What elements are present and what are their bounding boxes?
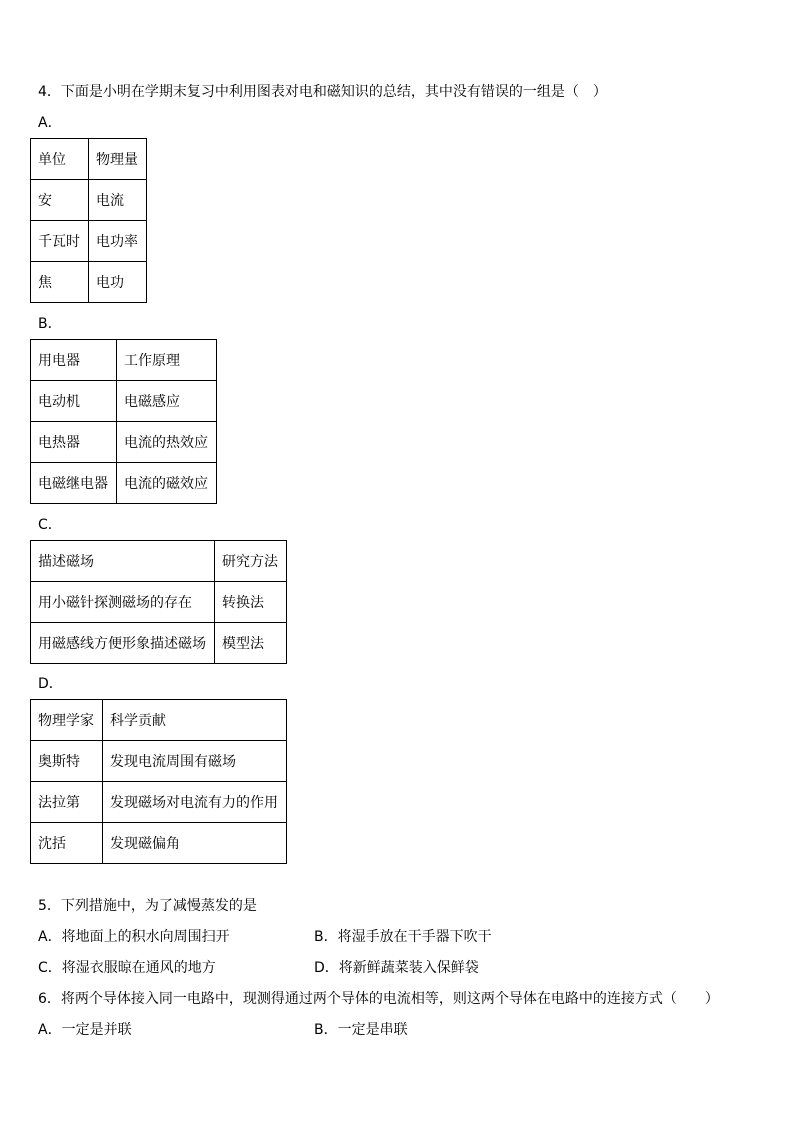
- table-cell: 模型法: [215, 623, 287, 664]
- table-cell: 电流的磁效应: [117, 463, 217, 504]
- table-cell: 工作原理: [117, 340, 217, 381]
- table-cell: 沈括: [31, 823, 103, 864]
- table-row: [31, 262, 147, 303]
- question-4-stem: 4．下面是小明在学期末复习中利用图表对电和磁知识的总结，其中没有错误的一组是（ ）: [38, 84, 607, 100]
- table-cell: 电磁感应: [117, 381, 217, 422]
- table-cell: 电功率: [89, 221, 147, 262]
- table-row: [31, 700, 287, 741]
- table-cell: 描述磁场: [31, 541, 215, 582]
- table-cell: 电流的热效应: [117, 422, 217, 463]
- table-cell: 焦: [31, 262, 89, 303]
- table-row: [31, 741, 287, 782]
- table-cell: 用小磁针探测磁场的存在: [31, 582, 215, 623]
- option-c-label: C．: [38, 517, 62, 533]
- table-cell: 法拉第: [31, 782, 103, 823]
- table-cell: 单位: [31, 139, 89, 180]
- table-cell: 物理学家: [31, 700, 103, 741]
- table-row: [31, 422, 217, 463]
- table-row: [31, 139, 147, 180]
- table-cell: 电磁继电器: [31, 463, 117, 504]
- table-cell: 电流: [89, 180, 147, 221]
- question-6-option-a: A．一定是并联: [38, 1022, 132, 1038]
- table-cell: 用磁感线方便形象描述磁场: [31, 623, 215, 664]
- table-row: [31, 340, 217, 381]
- option-d-label: D．: [38, 676, 63, 692]
- table-cell: 电热器: [31, 422, 117, 463]
- question-6-stem: 6．将两个导体接入同一电路中，现测得通过两个导体的电流相等，则这两个导体在电路中的连接方式（ ）: [38, 991, 719, 1007]
- table-cell: 安: [31, 180, 89, 221]
- option-a-label: A．: [38, 115, 62, 131]
- table-cell: 研究方法: [215, 541, 287, 582]
- table-cell: 发现电流周围有磁场: [103, 741, 287, 782]
- table-cell: 电动机: [31, 381, 117, 422]
- table-cell: 发现磁场对电流有力的作用: [103, 782, 287, 823]
- table-cell: 千瓦时: [31, 221, 89, 262]
- table-row: [31, 782, 287, 823]
- question-6-option-b: B．一定是串联: [314, 1022, 408, 1038]
- table-row: [31, 823, 287, 864]
- table-row: [31, 541, 287, 582]
- table-b: [30, 339, 217, 504]
- question-5-option-a: A．将地面上的积水向周围扫开: [38, 929, 230, 945]
- table-d: [30, 699, 287, 864]
- table-cell: 用电器: [31, 340, 117, 381]
- table-row: [31, 221, 147, 262]
- table-row: [31, 381, 217, 422]
- question-5-option-b: B．将湿手放在干手器下吹干: [314, 929, 492, 945]
- question-5-option-c: C．将湿衣服晾在通风的地方: [38, 960, 216, 976]
- table-row: [31, 623, 287, 664]
- question-5-option-d: D．将新鲜蔬菜装入保鲜袋: [314, 960, 479, 976]
- table-a: [30, 138, 147, 303]
- table-row: [31, 463, 217, 504]
- table-cell: 奥斯特: [31, 741, 103, 782]
- table-cell: 转换法: [215, 582, 287, 623]
- table-cell: 物理量: [89, 139, 147, 180]
- table-cell: 发现磁偏角: [103, 823, 287, 864]
- table-row: [31, 180, 147, 221]
- table-row: [31, 582, 287, 623]
- table-c: [30, 540, 287, 664]
- option-b-label: B．: [38, 316, 62, 332]
- table-cell: 科学贡献: [103, 700, 287, 741]
- table-cell: 电功: [89, 262, 147, 303]
- question-5-stem: 5．下列措施中，为了减慢蒸发的是: [38, 898, 257, 914]
